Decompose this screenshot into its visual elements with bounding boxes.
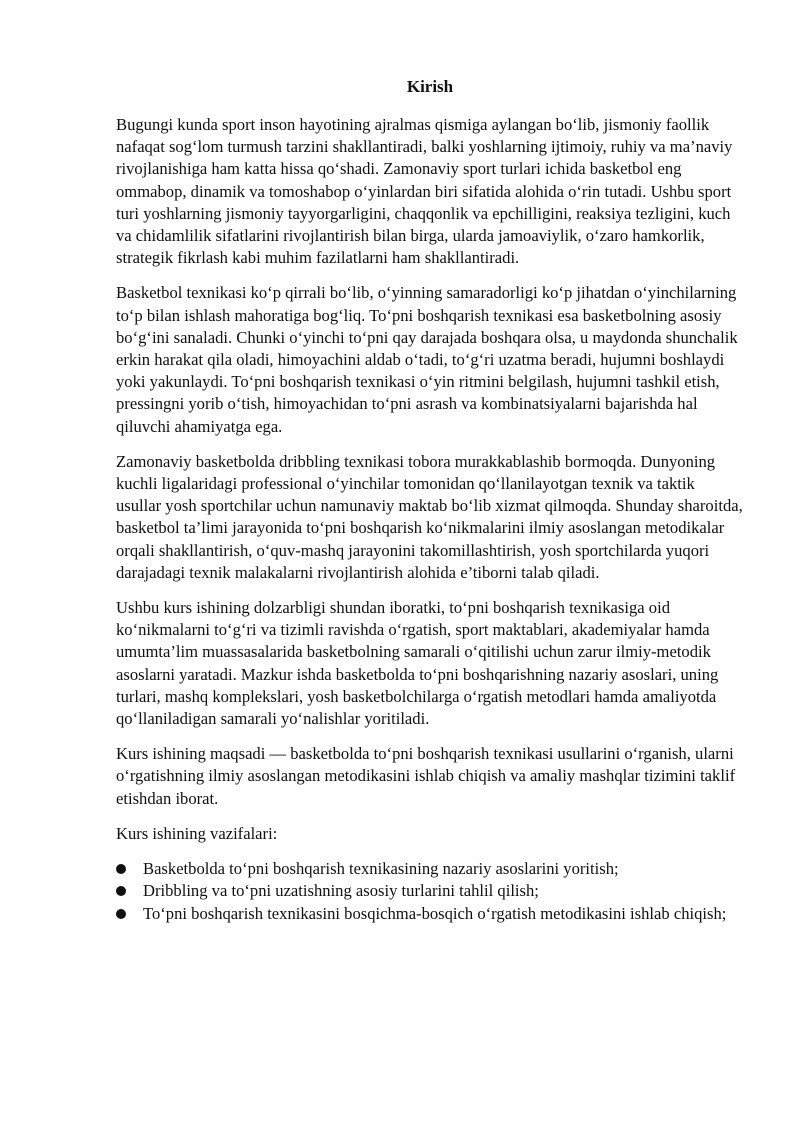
list-item-text: To‘pni boshqarish texnikasini bosqichma-bosqich o‘rgatish metodikasini ishlab chiqish; xyxy=(143,903,727,923)
paragraph-3: Zamonaviy basketbolda dribbling texnikasi tobora murakkablashib bormoqda. Dunyoning kuchli ligalaridagi professional o‘yinchilar tomonidan qo‘llanilayotgan texnik va taktik usullar yosh sportchilar uchun namunaviy maktab bo‘lib xizmat qilmoqda. Shunday sharoitda, basketbol ta’limi jarayonida to‘pni boshqarish ko‘nikmalarini ilmiy asoslangan metodikalar orqali shakllantirish, o‘quv-mashq jarayonini takomillashtirish, yosh sportchilarda yuqori darajadagi texnik malakalarni rivojlantirish alohida e’tiborni talab qiladi. xyxy=(116,451,743,582)
bullet-icon xyxy=(116,864,126,874)
list-item-text: Dribbling va to‘pni uzatishning asosiy turlarini tahlil qilish; xyxy=(143,881,539,901)
paragraph-4: Ushbu kurs ishining dolzarbligi shundan iboratki, to‘pni boshqarish texnikasiga oid ko‘nikmalarni to‘g‘ri va tizimli ravishda o‘rgatish, sport maktablari, akademiyalar hamda umumta’lim muassasalarida basketbolning samarali o‘qitilishi uchun zarur ilmiy-metodik asoslarni yaratadi. Mazkur ishda basketbolda to‘pni boshqarishning nazariy asoslari, uning turlari, mashq komplekslari, yosh basketbolchilarga o‘rgatish metodlari hamda amaliyotda qo‘llaniladigan samarali yo‘nalishlar yoritiladi. xyxy=(116,598,719,729)
list-item-text: Basketbolda to‘pni boshqarish texnikasining nazariy asoslarini yoritish; xyxy=(143,859,619,879)
paragraph-5: Kurs ishining maqsadi — basketbolda to‘pni boshqarish texnikasi usullarini o‘rganish, ularni o‘rgatishning ilmiy asoslangan metodikasini ishlab chiqish va amaliy mashqlar tizimini taklif etishdan iborat. xyxy=(116,744,736,808)
tasks-list xyxy=(116,858,744,925)
bullet-icon xyxy=(116,909,126,919)
list-item xyxy=(116,880,744,902)
paragraph-1: Bugungi kunda sport inson hayotining ajralmas qismiga aylangan bo‘lib, jismoniy faollik nafaqat sog‘lom turmush tarzini shakllantiradi, balki yoshlarning ijtimoiy, ruhiy va ma’naviy rivojlanishiga ham katta hissa qo‘shadi. Zamonaviy sport turlari ichida basketbol eng ommabop, dinamik va tomoshabop o‘yinlardan biri sifatida alohida o‘rin tutadi. Ushbu sport turi yoshlarning jismoniy tayyorgarligini, chaqqonlik va epchilligini, reaksiya tezligini, kuch va chidamlilik sifatlarini rivojlantirish bilan birga, ularda jamoaviylik, o‘zaro hamkorlik, strategik fikrlash kabi muhim fazilatlarni ham shakllantiradi. xyxy=(116,115,733,268)
bullet-icon xyxy=(116,886,126,896)
document-page xyxy=(116,74,744,925)
paragraph-2: Basketbol texnikasi ko‘p qirrali bo‘lib, o‘yinning samaradorligi ko‘p jihatdan o‘yinchilarning to‘p bilan ishlash mahoratiga bog‘liq. To‘pni boshqarish texnikasi esa basketbolning asosiy bo‘g‘ini sanaladi. Chunki o‘yinchi to‘pni qay darajada boshqara olsa, u maydonda shunchalik erkin harakat qila oladi, himoyachini aldab o‘tadi, to‘g‘ri uzatma beradi, hujumni boshlaydi yoki yakunlaydi. To‘pni boshqarish texnikasi o‘yin ritmini belgilash, hujumni tashkil etish, pressingni yorib o‘tish, himoyachidan to‘pni asrash va kombinatsiyalarni bajarishda hal qiluvchi ahamiyatga ega. xyxy=(116,283,738,436)
list-item xyxy=(116,858,744,880)
list-item xyxy=(116,903,744,925)
paragraph-6: Kurs ishining vazifalari: xyxy=(116,823,278,843)
document-title: Kirish xyxy=(406,77,454,96)
